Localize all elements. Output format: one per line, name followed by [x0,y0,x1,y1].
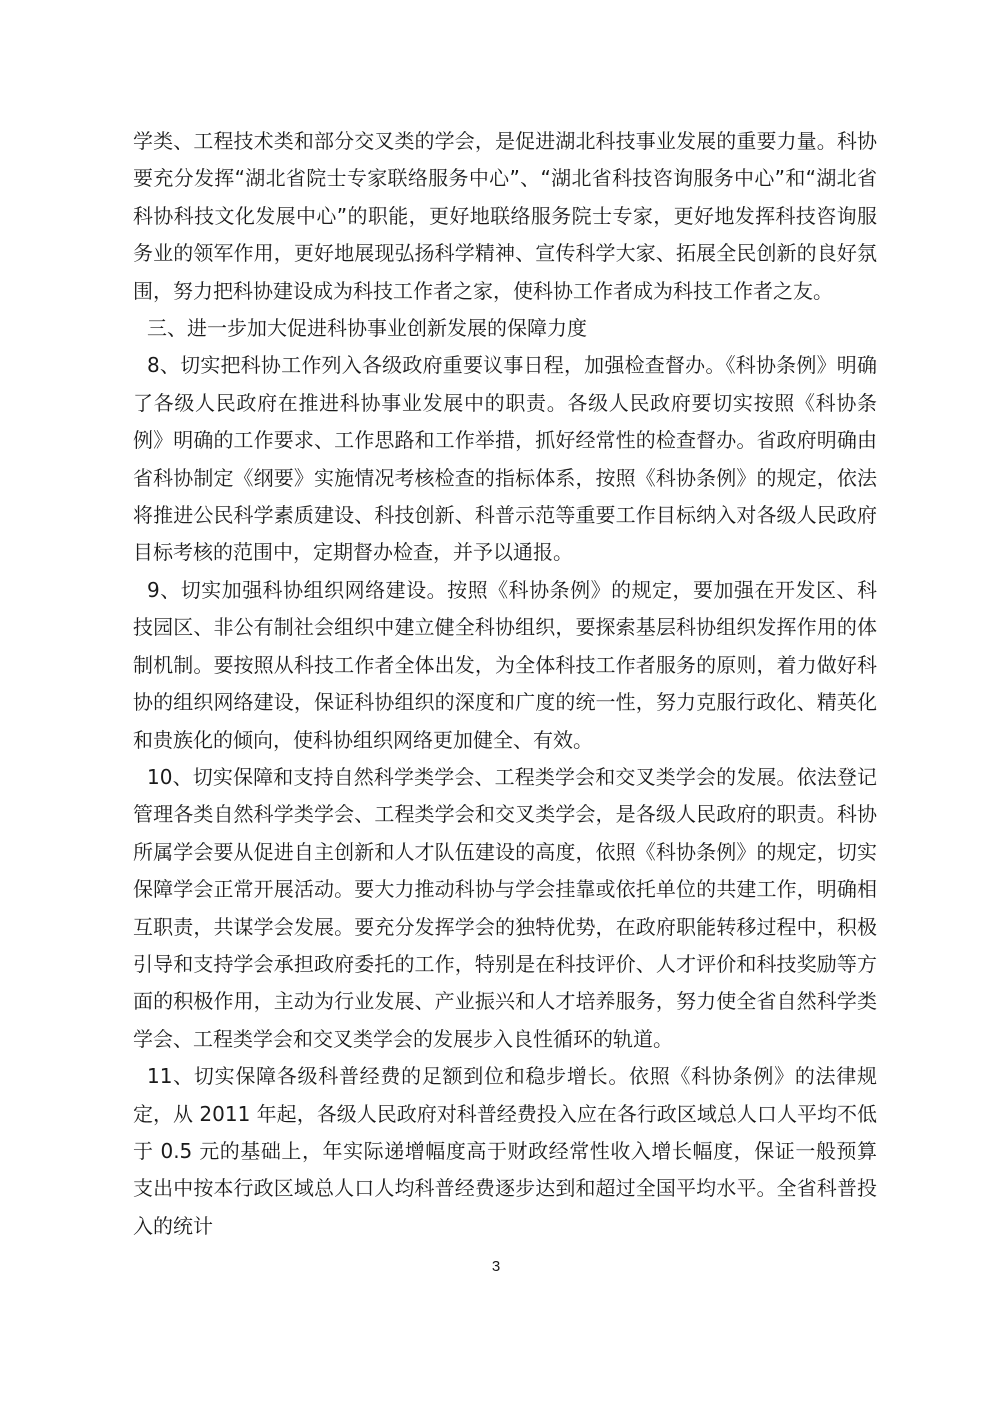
page-number: 3 [491,1258,501,1275]
paragraph-item-9: 9、切实加强科协组织网络建设。按照《科协条例》的规定，要加强在开发区、科技园区、非公有制社会组织中建立健全科协组织，要探索基层科协组织发挥作用的体制机制。要按照从科技工作者全体出发，为全体科技工作者服务的原则，着力做好科协的组织网络建设，保证科协组织的深度和广度的统一性，努力克服行政化、精英化和贵族化的倾向，使科协组织网络更加健全、有效。 [133,577,877,752]
paragraph-item-11: 11、切实保障各级科普经费的足额到位和稳步增长。依照《科协条例》的法律规定，从 2011 年起，各级人民政府对科普经费投入应在各行政区域总人口人平均不低于 0.5 元的基础上，年实际递增幅度高于财政经常性收入增长幅度，保证一般预算支出中按本行政区域总人口人均科普经费逐步达到和超过全国平均水平。全省科普投入的统计 [133,1064,877,1238]
paragraph-item-10: 10、切实保障和支持自然科学类学会、工程类学会和交叉类学会的发展。依法登记管理各类自然科学类学会、工程类学会和交叉类学会，是各级人民政府的职责。科协所属学会要从促进自主创新和人才队伍建设的高度，依照《科协条例》的规定，切实保障学会正常开展活动。要大力推动科协与学会挂靠或依托单位的共建工作，明确相互职责，共谋学会发展。要充分发挥学会的独特优势，在政府职能转移过程中，积极引导和支持学会承担政府委托的工作，特别是在科技评价、人才评价和科技奖励等方面的积极作用，主动为行业发展、产业振兴和人才培养服务，努力使全省自然科学类学会、工程类学会和交叉类学会的发展步入良性循环的轨道。 [133,764,877,1051]
paragraph-continued: 学类、工程技术类和部分交叉类的学会，是促进湖北科技事业发展的重要力量。科协要充分发挥“湖北省院士专家联络服务中心”、“湖北省科技咨询服务中心”和“湖北省科协科技文化发展中心”的职能，更好地联络服务院士专家，更好地发挥科技咨询服务业的领军作用，更好地展现弘扬科学精神、宣传科学大家、拓展全民创新的良好氛围，努力把科协建设成为科技工作者之家，使科协工作者成为科技工作者之友。 [133,129,877,303]
paragraph-item-8: 8、切实把科协工作列入各级政府重要议事日程，加强检查督办。《科协条例》明确了各级人民政府在推进科协事业发展中的职责。各级人民政府要切实按照《科协条例》明确的工作要求、工作思路和工作举措，抓好经常性的检查督办。省政府明确由省科协制定《纲要》实施情况考核检查的指标体系，按照《科协条例》的规定，依法将推进公民科学素质建设、科技创新、科普示范等重要工作目标纳入对各级人民政府目标考核的范围中，定期督办检查，并予以通报。 [133,353,877,565]
section-heading: 三、进一步加大促进科协事业创新发展的保障力度 [147,316,587,341]
document-body [133,123,877,1245]
